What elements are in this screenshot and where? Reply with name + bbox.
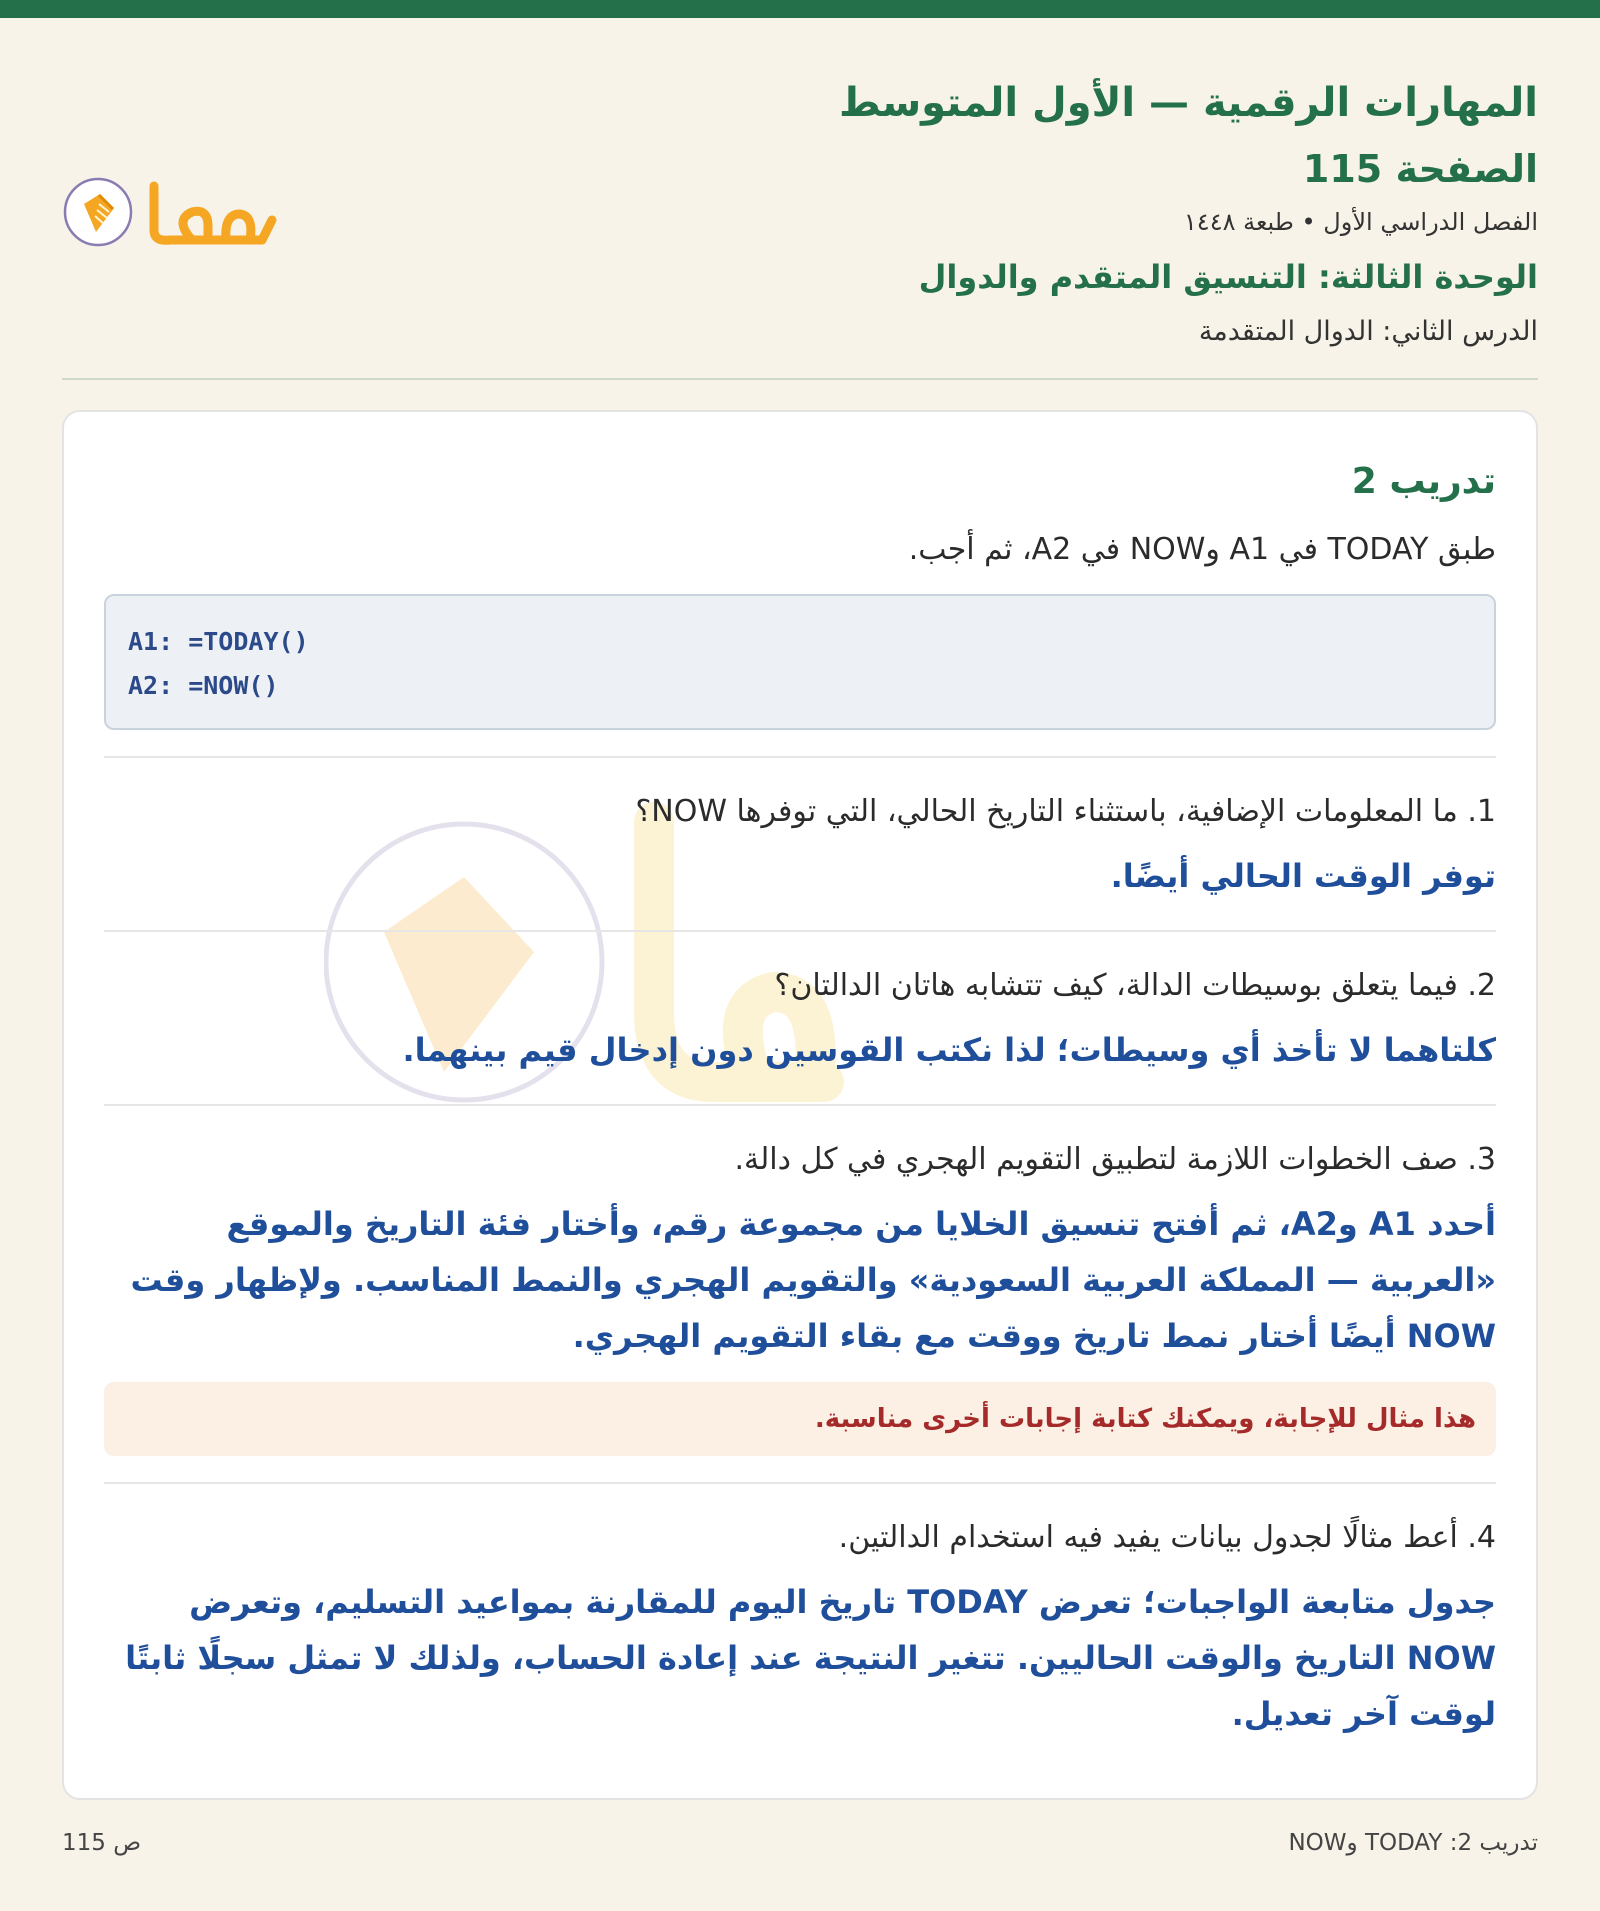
card-content — [104, 452, 1496, 1742]
question-text: 2. فيما يتعلق بوسيطات الدالة، كيف تتشابه هاتان الدالتان؟ — [774, 968, 1496, 1003]
code-line: A1: =TODAY() — [128, 627, 309, 656]
unit-title: الوحدة الثالثة: التنسيق المتقدم والدوال — [918, 258, 1538, 296]
semester-edition: الفصل الدراسي الأول • طبعة ١٤٤٨ — [1183, 208, 1538, 236]
header-divider — [62, 378, 1538, 380]
exercise-title: تدريب 2 — [1351, 461, 1496, 502]
section-divider — [104, 756, 1496, 758]
section-divider — [104, 1104, 1496, 1106]
lesson-title: الدرس الثاني: الدوال المتقدمة — [1198, 316, 1538, 347]
answer-text: أحدد A1 وA2، ثم أفتح تنسيق الخلايا من مجموعة رقم، وأختار فئة التاريخ والموقع «العربية — المملكة العربية السعودية» والتقويم الهجري والنمط المناسب. ولإظهار وقت NOW أيضًا أختار نمط تاريخ ووقت مع بقاء التقويم الهجري. — [130, 1205, 1496, 1355]
code-block — [104, 594, 1496, 730]
exercise-instruction: طبق TODAY في A1 وNOW في A2، ثم أجب. — [908, 532, 1496, 567]
answer-text: كلتاهما لا تأخذ أي وسيطات؛ لذا نكتب القوسين دون إدخال قيم بينهما. — [402, 1031, 1496, 1069]
question-text: 3. صف الخطوات اللازمة لتطبيق التقويم الهجري في كل دالة. — [734, 1142, 1496, 1177]
question-4 — [104, 1510, 1496, 1742]
page-number-title: الصفحة 115 — [1302, 147, 1538, 191]
question-text: 4. أعط مثالًا لجدول بيانات يفيد فيه استخدام الدالتين. — [838, 1520, 1496, 1555]
question-2 — [104, 958, 1496, 1078]
page-header — [62, 70, 1538, 380]
question-text: 1. ما المعلومات الإضافية، باستثناء التاريخ الحالي، التي توفرها NOW؟ — [635, 794, 1496, 829]
example-answer-note: هذا مثال للإجابة، ويمكنك كتابة إجابات أخرى مناسبة. — [104, 1382, 1496, 1456]
question-1 — [104, 784, 1496, 904]
code-line: A2: =NOW() — [128, 671, 279, 700]
footer-page-number: ص 115 — [62, 1830, 142, 1856]
section-divider — [104, 1482, 1496, 1484]
logo-wordmark — [154, 186, 272, 240]
footer-exercise-label: تدريب 2: TODAY وNOW — [1288, 1830, 1538, 1856]
question-3 — [104, 1132, 1496, 1456]
logo-graphic — [62, 168, 282, 252]
hulul-logo — [62, 168, 282, 252]
exercise-card — [62, 410, 1538, 1800]
answer-text: توفر الوقت الحالي أيضًا. — [1110, 857, 1496, 895]
page-footer — [62, 1830, 1538, 1870]
book-title: المهارات الرقمية — الأول المتوسط — [838, 80, 1538, 126]
section-divider — [104, 930, 1496, 932]
header-text — [538, 70, 1538, 354]
answer-text: جدول متابعة الواجبات؛ تعرض TODAY تاريخ اليوم للمقارنة بمواعيد التسليم، وتعرض NOW التاريخ والوقت الحاليين. تتغير النتيجة عند إعادة الحساب، ولذلك لا تمثل سجلًا ثابتًا لوقت آخر تعديل. — [125, 1583, 1496, 1733]
top-accent-bar — [0, 0, 1600, 18]
